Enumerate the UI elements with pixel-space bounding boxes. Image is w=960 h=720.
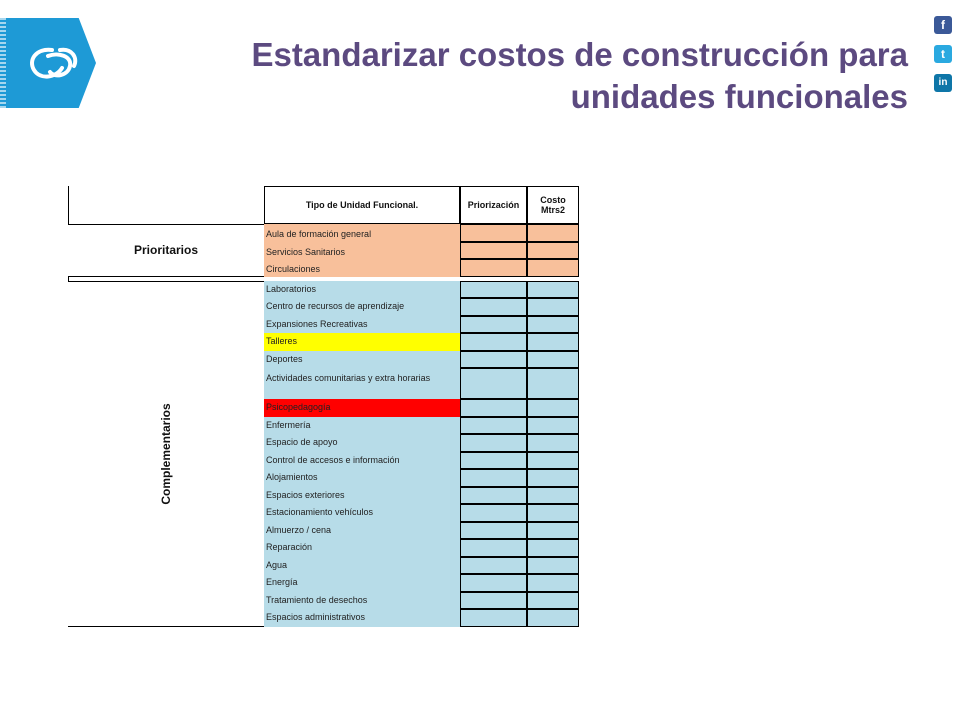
priorizacion-cell	[460, 316, 527, 334]
costo-cell	[527, 316, 579, 334]
row-label: Servicios Sanitarios	[266, 246, 346, 257]
costo-cell	[527, 417, 579, 435]
costo-cell	[527, 487, 579, 505]
title-line-2: unidades funcionales	[570, 78, 908, 115]
priorizacion-cell	[460, 504, 527, 522]
priorizacion-cell	[460, 259, 527, 277]
priorizacion-cell	[460, 298, 527, 316]
priorizacion-cell	[460, 557, 527, 575]
row-label: Control de accesos e información	[266, 454, 400, 465]
twitter-icon[interactable]: t	[934, 45, 952, 63]
header-priorizacion: Priorización	[460, 186, 527, 224]
costo-cell	[527, 452, 579, 470]
row-label: Enfermería	[266, 419, 311, 430]
row-label: Espacio de apoyo	[266, 437, 338, 447]
row-label: Centro de recursos de aprendizaje	[266, 301, 405, 311]
costo-cell	[527, 469, 579, 487]
costo-cell	[527, 281, 579, 299]
priorizacion-cell	[460, 281, 527, 299]
costo-cell	[527, 399, 579, 417]
costo-cell	[527, 574, 579, 592]
category-prioritarios: Prioritarios	[68, 224, 264, 277]
priorizacion-cell	[460, 574, 527, 592]
header-tipo-unidad: Tipo de Unidad Funcional.	[264, 186, 460, 224]
costo-cell	[527, 557, 579, 575]
row-label: Energía	[266, 577, 298, 587]
row-label: Reparación	[266, 542, 313, 552]
costo-cell	[527, 368, 579, 399]
costo-cell	[527, 351, 579, 369]
priorizacion-cell	[460, 434, 527, 452]
row-label: Aula de formación general	[266, 229, 372, 239]
priorizacion-cell	[460, 242, 527, 260]
costo-cell	[527, 522, 579, 540]
row-label: Circulaciones	[266, 264, 321, 274]
priorizacion-cell	[460, 609, 527, 627]
costo-cell	[527, 434, 579, 452]
complementarios-label: Complementarios	[159, 402, 173, 505]
priorizacion-cell	[460, 452, 527, 470]
linkedin-icon[interactable]: in	[934, 74, 952, 92]
costo-cell	[527, 539, 579, 557]
page-title	[88, 34, 908, 118]
facebook-icon[interactable]: f	[934, 16, 952, 34]
category-complementarios	[68, 281, 264, 627]
title-line-1: Estandarizar costos de construcción para	[251, 36, 908, 73]
row-label: Expansiones Recreativas	[266, 318, 368, 329]
row-label: Espacios administrativos	[266, 612, 366, 622]
row-label: Talleres	[264, 333, 460, 351]
row-label: Actividades comunitarias y extra horarias	[266, 373, 431, 383]
priorizacion-cell	[460, 487, 527, 505]
priorizacion-cell	[460, 469, 527, 487]
row-label: Almuerzo / cena	[266, 524, 332, 535]
costo-cell	[527, 224, 579, 242]
row-label: Laboratorios	[266, 283, 317, 294]
priorizacion-cell	[460, 224, 527, 242]
priorizacion-cell	[460, 399, 527, 417]
priorizacion-cell	[460, 592, 527, 610]
row-label: Espacios exteriores	[266, 489, 345, 500]
costo-cell	[527, 298, 579, 316]
priorizacion-cell	[460, 368, 527, 399]
costo-cell	[527, 333, 579, 351]
row-label: Alojamientos	[266, 472, 318, 482]
costo-cell	[527, 242, 579, 260]
row-label: Agua	[266, 559, 288, 570]
priorizacion-cell	[460, 351, 527, 369]
row-label: Estacionamiento vehículos	[266, 507, 374, 517]
costo-cell	[527, 609, 579, 627]
logo-swirl-icon	[22, 42, 82, 86]
row-label: Deportes	[266, 353, 303, 364]
row-label: Tratamiento de desechos	[266, 594, 368, 605]
costo-cell	[527, 259, 579, 277]
priorizacion-cell	[460, 333, 527, 351]
logo-dots-decoration	[0, 18, 6, 108]
row-label: Psicopedagogía	[264, 399, 460, 417]
costo-cell	[527, 592, 579, 610]
costo-cell	[527, 504, 579, 522]
header-blank-cell	[68, 186, 264, 224]
priorizacion-cell	[460, 417, 527, 435]
priorizacion-cell	[460, 539, 527, 557]
priorizacion-cell	[460, 522, 527, 540]
header-costo: Costo Mtrs2	[527, 186, 579, 224]
